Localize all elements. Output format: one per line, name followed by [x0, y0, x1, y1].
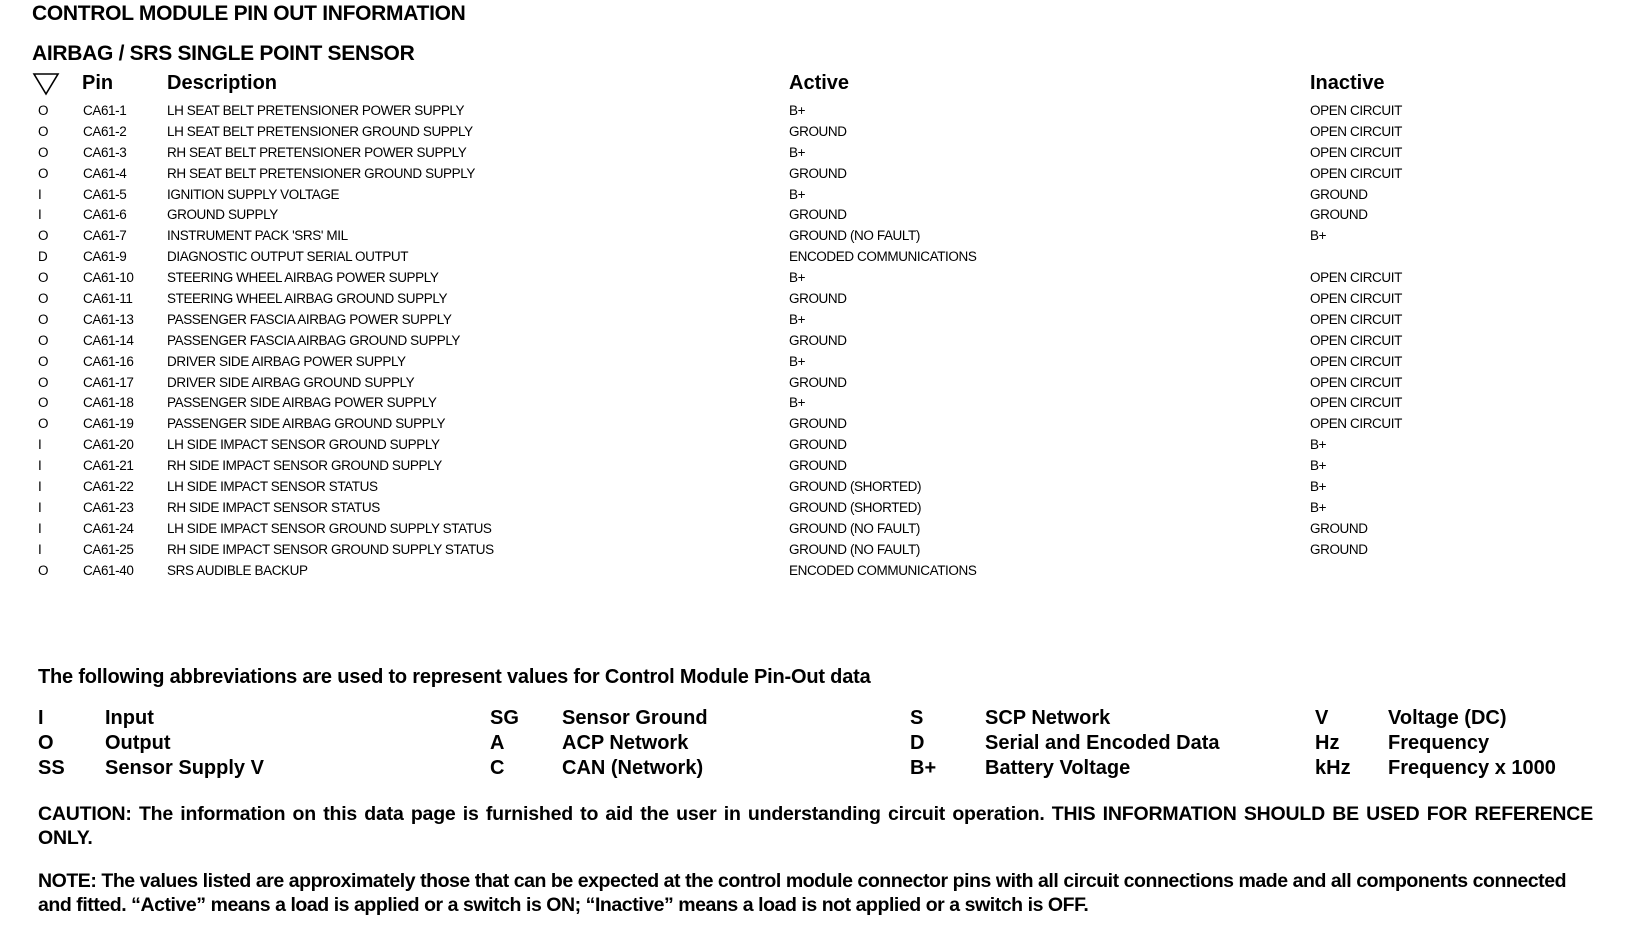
- column-header-description: Description: [167, 72, 278, 94]
- abbreviation-code: kHz: [1315, 757, 1351, 779]
- active-value-cell: GROUND: [789, 207, 847, 223]
- active-value-cell: ENCODED COMMUNICATIONS: [789, 562, 977, 578]
- table-row: [0, 185, 1632, 206]
- table-row: [0, 373, 1632, 394]
- active-value-cell: B+: [789, 103, 806, 118]
- active-value-cell: GROUND (NO FAULT): [789, 228, 920, 244]
- table-row: [0, 561, 1632, 582]
- page-title: CONTROL MODULE PIN OUT INFORMATION: [32, 2, 466, 25]
- abbreviation-meaning: Battery Voltage: [985, 757, 1131, 779]
- active-value-cell: ENCODED COMMUNICATIONS: [789, 249, 977, 265]
- pin-number-cell: CA61-13: [83, 311, 134, 327]
- pin-type-cell: I: [38, 458, 42, 474]
- abbreviation-meaning: Sensor Supply V: [105, 757, 264, 779]
- abbreviation-meaning: Sensor Ground: [562, 707, 708, 729]
- pin-number-cell: CA61-21: [83, 458, 134, 474]
- pin-number-cell: CA61-19: [83, 416, 134, 432]
- pin-type-cell: O: [38, 165, 49, 181]
- active-value-cell: GROUND (NO FAULT): [789, 541, 920, 557]
- pin-type-cell: O: [38, 144, 49, 160]
- table-row: [0, 519, 1632, 540]
- inactive-value-cell: B+: [1310, 458, 1327, 474]
- table-row: [0, 247, 1632, 268]
- abbreviation-code: B+: [910, 757, 937, 779]
- pin-table: [0, 101, 1632, 581]
- inactive-value-cell: B+: [1310, 228, 1327, 244]
- inactive-value-cell: OPEN CIRCUIT: [1310, 103, 1402, 118]
- inactive-value-cell: OPEN CIRCUIT: [1310, 416, 1402, 432]
- abbreviation-row: [0, 756, 1632, 781]
- description-cell: GROUND SUPPLY: [167, 207, 278, 223]
- pin-number-cell: CA61-24: [83, 520, 134, 536]
- inactive-value-cell: OPEN CIRCUIT: [1310, 144, 1402, 160]
- table-row: [0, 331, 1632, 352]
- inactive-value-cell: GROUND: [1310, 520, 1368, 536]
- description-cell: RH SIDE IMPACT SENSOR STATUS: [167, 499, 380, 515]
- pin-type-cell: I: [38, 520, 42, 536]
- description-cell: STEERING WHEEL AIRBAG GROUND SUPPLY: [167, 291, 448, 307]
- abbreviation-row: [0, 731, 1632, 756]
- abbreviation-code: V: [1315, 707, 1329, 729]
- pin-type-cell: O: [38, 291, 49, 307]
- table-row: [0, 352, 1632, 373]
- abbreviation-meaning: Frequency x 1000: [1388, 757, 1556, 779]
- pin-number-cell: CA61-5: [83, 186, 127, 202]
- active-value-cell: GROUND: [789, 123, 847, 139]
- inactive-value-cell: OPEN CIRCUIT: [1310, 165, 1402, 181]
- note-text: NOTE: The values listed are approximately those that can be expected at the control module connector pins with all circuit connections made and all components connected and fitted. “Active” means a load is applied or a switch is ON; “Inactive” means a load is not applied or a switch is OFF.: [38, 870, 1567, 916]
- table-row: [0, 226, 1632, 247]
- active-value-cell: GROUND: [789, 374, 847, 390]
- pin-number-cell: CA61-40: [83, 562, 134, 578]
- abbreviation-meaning: CAN (Network): [562, 757, 704, 779]
- inactive-value-cell: OPEN CIRCUIT: [1310, 332, 1402, 348]
- description-cell: DIAGNOSTIC OUTPUT SERIAL OUTPUT: [167, 249, 409, 265]
- description-cell: PASSENGER FASCIA AIRBAG GROUND SUPPLY: [167, 332, 461, 348]
- description-cell: RH SEAT BELT PRETENSIONER POWER SUPPLY: [167, 144, 467, 160]
- pin-number-cell: CA61-7: [83, 228, 127, 244]
- abbreviation-meaning: Serial and Encoded Data: [985, 732, 1220, 754]
- abbreviations-intro: The following abbreviations are used to represent values for Control Module Pin-Out data: [38, 666, 871, 688]
- inactive-value-cell: OPEN CIRCUIT: [1310, 374, 1402, 390]
- pin-number-cell: CA61-4: [83, 165, 127, 181]
- pin-type-cell: I: [38, 186, 42, 202]
- abbreviation-code: C: [490, 757, 505, 779]
- inactive-value-cell: OPEN CIRCUIT: [1310, 395, 1402, 411]
- active-value-cell: B+: [789, 270, 806, 286]
- pin-number-cell: CA61-10: [83, 270, 134, 286]
- abbreviation-code: O: [38, 732, 54, 754]
- pin-number-cell: CA61-18: [83, 395, 134, 411]
- section-title: AIRBAG / SRS SINGLE POINT SENSOR: [32, 42, 415, 65]
- pin-number-cell: CA61-3: [83, 144, 127, 160]
- description-cell: SRS AUDIBLE BACKUP: [167, 562, 308, 578]
- description-cell: PASSENGER SIDE AIRBAG GROUND SUPPLY: [167, 416, 446, 432]
- pin-type-cell: D: [38, 249, 48, 265]
- description-cell: RH SIDE IMPACT SENSOR GROUND SUPPLY STATUS: [167, 541, 494, 557]
- abbreviation-meaning: Frequency: [1388, 732, 1490, 754]
- description-cell: LH SIDE IMPACT SENSOR GROUND SUPPLY: [167, 437, 440, 453]
- abbreviations-table: [0, 706, 1632, 781]
- pin-type-cell: O: [38, 103, 49, 118]
- pin-type-cell: O: [38, 374, 49, 390]
- description-cell: RH SEAT BELT PRETENSIONER GROUND SUPPLY: [167, 165, 475, 181]
- abbreviation-code: Hz: [1315, 732, 1340, 754]
- table-row: [0, 456, 1632, 477]
- pin-type-cell: I: [38, 207, 42, 223]
- description-cell: LH SEAT BELT PRETENSIONER POWER SUPPLY: [167, 103, 465, 118]
- pin-number-cell: CA61-1: [83, 103, 127, 118]
- active-value-cell: GROUND: [789, 332, 847, 348]
- pin-number-cell: CA61-11: [83, 291, 133, 307]
- table-row: [0, 310, 1632, 331]
- abbreviation-meaning: Input: [105, 707, 154, 729]
- table-row: [0, 268, 1632, 289]
- pin-number-cell: CA61-23: [83, 499, 134, 515]
- description-cell: PASSENGER SIDE AIRBAG POWER SUPPLY: [167, 395, 437, 411]
- column-header-active: Active: [789, 72, 850, 94]
- pin-number-cell: CA61-14: [83, 332, 134, 348]
- active-value-cell: GROUND: [789, 458, 847, 474]
- pin-type-cell: I: [38, 499, 42, 515]
- pin-type-cell: O: [38, 228, 49, 244]
- pin-number-cell: CA61-25: [83, 541, 134, 557]
- description-cell: INSTRUMENT PACK 'SRS' MIL: [167, 228, 348, 244]
- table-row: [0, 477, 1632, 498]
- active-value-cell: GROUND (NO FAULT): [789, 520, 920, 536]
- pin-type-cell: O: [38, 311, 49, 327]
- triangle-down-icon: [32, 72, 60, 96]
- pin-type-cell: I: [38, 437, 42, 453]
- pin-number-cell: CA61-20: [83, 437, 134, 453]
- inactive-value-cell: B+: [1310, 437, 1327, 453]
- pin-number-cell: CA61-9: [83, 249, 127, 265]
- abbreviation-code: S: [910, 707, 924, 729]
- active-value-cell: B+: [789, 311, 806, 327]
- column-header-inactive: Inactive: [1310, 72, 1385, 94]
- abbreviation-meaning: Output: [105, 732, 171, 754]
- abbreviation-meaning: SCP Network: [985, 707, 1111, 729]
- inactive-value-cell: GROUND: [1310, 541, 1368, 557]
- inactive-value-cell: OPEN CIRCUIT: [1310, 123, 1402, 139]
- abbreviation-code: D: [910, 732, 925, 754]
- inactive-value-cell: OPEN CIRCUIT: [1310, 270, 1402, 286]
- caution-text: CAUTION: The information on this data page is furnished to aid the user in understanding circuit operation. THIS INFORMATION SHOULD BE USED FOR REFERENCE ONLY.: [38, 803, 1593, 849]
- table-row: [0, 205, 1632, 226]
- inactive-value-cell: OPEN CIRCUIT: [1310, 311, 1402, 327]
- active-value-cell: B+: [789, 144, 806, 160]
- inactive-value-cell: B+: [1310, 479, 1327, 495]
- abbreviation-row: [0, 706, 1632, 731]
- active-value-cell: B+: [789, 353, 806, 369]
- pin-number-cell: CA61-2: [83, 123, 127, 139]
- table-row: [0, 143, 1632, 164]
- active-value-cell: B+: [789, 186, 806, 202]
- pin-type-cell: O: [38, 395, 49, 411]
- table-row: [0, 414, 1632, 435]
- pin-number-cell: CA61-6: [83, 207, 127, 223]
- active-value-cell: GROUND: [789, 437, 847, 453]
- abbreviation-code: A: [490, 732, 505, 754]
- pin-type-cell: I: [38, 541, 42, 557]
- description-cell: RH SIDE IMPACT SENSOR GROUND SUPPLY: [167, 458, 442, 474]
- table-row: [0, 164, 1632, 185]
- pin-number-cell: CA61-16: [83, 353, 134, 369]
- description-cell: DRIVER SIDE AIRBAG POWER SUPPLY: [167, 353, 406, 369]
- table-row: [0, 101, 1632, 122]
- pin-type-cell: O: [38, 270, 49, 286]
- description-cell: LH SIDE IMPACT SENSOR GROUND SUPPLY STATUS: [167, 520, 492, 536]
- pin-number-cell: CA61-17: [83, 374, 134, 390]
- table-row: [0, 498, 1632, 519]
- inactive-value-cell: OPEN CIRCUIT: [1310, 291, 1402, 307]
- description-cell: DRIVER SIDE AIRBAG GROUND SUPPLY: [167, 374, 415, 390]
- pin-type-cell: I: [38, 479, 42, 495]
- column-header-pin: Pin: [82, 72, 114, 94]
- table-row: [0, 540, 1632, 561]
- pin-type-cell: O: [38, 332, 49, 348]
- inactive-value-cell: B+: [1310, 499, 1327, 515]
- abbreviation-code: SG: [490, 707, 519, 729]
- description-cell: IGNITION SUPPLY VOLTAGE: [167, 186, 340, 202]
- inactive-value-cell: OPEN CIRCUIT: [1310, 353, 1402, 369]
- inactive-value-cell: GROUND: [1310, 186, 1368, 202]
- pin-type-cell: O: [38, 562, 49, 578]
- active-value-cell: GROUND: [789, 291, 847, 307]
- table-row: [0, 393, 1632, 414]
- description-cell: STEERING WHEEL AIRBAG POWER SUPPLY: [167, 270, 439, 286]
- abbreviation-code: SS: [38, 757, 65, 779]
- pin-number-cell: CA61-22: [83, 479, 134, 495]
- abbreviation-code: I: [38, 707, 44, 729]
- abbreviation-meaning: ACP Network: [562, 732, 689, 754]
- inactive-value-cell: GROUND: [1310, 207, 1368, 223]
- description-cell: PASSENGER FASCIA AIRBAG POWER SUPPLY: [167, 311, 452, 327]
- table-row: [0, 289, 1632, 310]
- active-value-cell: B+: [789, 395, 806, 411]
- active-value-cell: GROUND (SHORTED): [789, 499, 922, 515]
- description-cell: LH SEAT BELT PRETENSIONER GROUND SUPPLY: [167, 123, 473, 139]
- active-value-cell: GROUND: [789, 416, 847, 432]
- pin-type-cell: O: [38, 123, 49, 139]
- pin-type-cell: O: [38, 416, 49, 432]
- table-row: [0, 435, 1632, 456]
- table-row: [0, 122, 1632, 143]
- active-value-cell: GROUND: [789, 165, 847, 181]
- abbreviation-meaning: Voltage (DC): [1388, 707, 1507, 729]
- active-value-cell: GROUND (SHORTED): [789, 479, 922, 495]
- description-cell: LH SIDE IMPACT SENSOR STATUS: [167, 479, 378, 495]
- pin-type-cell: O: [38, 353, 49, 369]
